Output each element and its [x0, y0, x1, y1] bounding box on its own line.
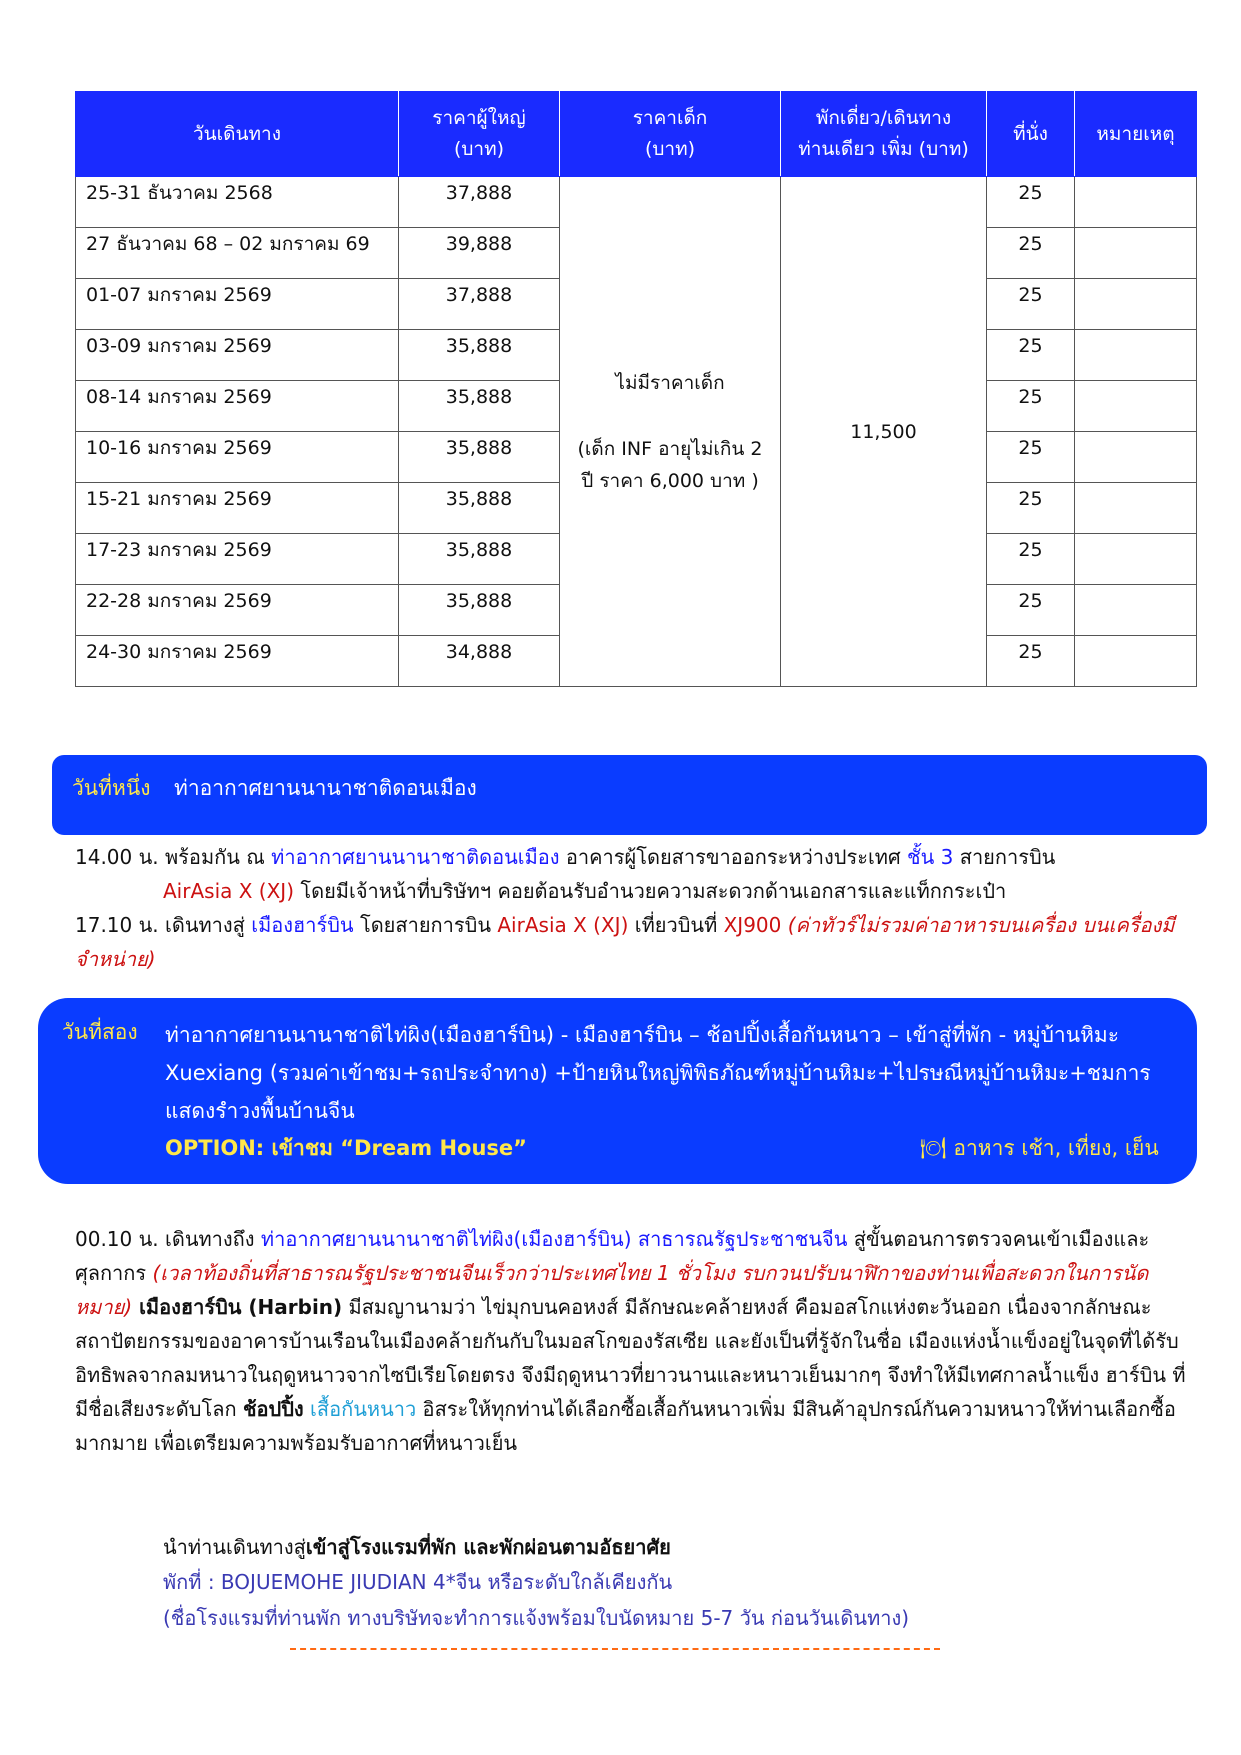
day1-meeting-paragraph-2: AirAsia X (XJ) โดยมีเจ้าหน้าที่บริษัทฯ คอยต้อนรับอำนวยความสะดวกด้านเอกสารและแท็กกระเป๋า — [163, 879, 1007, 903]
hotel-line-1: นำท่านเดินทางสู่เข้าสู่โรงแรมที่พัก และพักผ่อนตามอัธยาศัย — [163, 1535, 671, 1559]
row-date: 24-30 มกราคม 2569 — [76, 636, 399, 687]
table-header-row — [76, 92, 1197, 177]
day1-title: ท่าอากาศยานนานาชาติดอนเมือง — [174, 776, 477, 800]
row-note — [1075, 636, 1197, 687]
header-date: วันเดินทาง — [76, 92, 399, 177]
row-note — [1075, 228, 1197, 279]
day1-flight-paragraph: 17.10 น. เดินทางสู่ เมืองฮาร์บิน โดยสายการบิน AirAsia X (XJ) เที่ยวบินที่ XJ900 (ค่าทัวร์ไม่รวมค่าอาหารบนเครื่อง บนเครื่องมีจำหน่าย) — [75, 913, 1175, 971]
row-seats: 25 — [987, 483, 1075, 534]
day2-label: วันที่สอง — [62, 1020, 138, 1044]
row-note — [1075, 279, 1197, 330]
price-table — [75, 91, 1197, 687]
row-seats: 25 — [987, 585, 1075, 636]
row-seats: 25 — [987, 228, 1075, 279]
row-adult-price: 35,888 — [399, 483, 560, 534]
child-price-cell — [560, 177, 781, 687]
row-date: 25-31 ธันวาคม 2568 — [76, 177, 399, 228]
hotel-line-2: พักที่ : BOJUEMOHE JIUDIAN 4*จีน หรือระดับใกล้เคียงกัน — [163, 1570, 673, 1594]
row-adult-price: 35,888 — [399, 534, 560, 585]
header-note: หมายเหตุ — [1075, 92, 1197, 177]
row-note — [1075, 381, 1197, 432]
row-note — [1075, 330, 1197, 381]
row-seats: 25 — [987, 279, 1075, 330]
hotel-line-3: (ชื่อโรงแรมที่ท่านพัก ทางบริษัทจะทำการแจ้งพร้อมใบนัดหมาย 5-7 วัน ก่อนวันเดินทาง) — [163, 1606, 910, 1630]
plate-icon: 🍽 — [920, 1136, 947, 1160]
row-adult-price: 35,888 — [399, 330, 560, 381]
child-price-none: ไม่มีราคาเด็ก — [615, 371, 725, 394]
day2-title: ท่าอากาศยานนานาชาติไท่ผิง(เมืองฮาร์บิน) - เมืองฮาร์บิน – ช้อปปิ้งเสื้อกันหนาว – เข้าสู่ที่พัก - หมู่บ้านหิมะ Xuexiang (รวมค่าเข้าชม+รถประจำทาง) +ป้ายหินใหญ่พิพิธภัณฑ์หมู่บ้านหิมะ+ไปรษณีหมู่บ้านหิมะ+ชมการแสดงรำวงพื้นบ้านจีน — [165, 1023, 1151, 1123]
row-note — [1075, 534, 1197, 585]
header-single-supplement: พักเดี่ยว/เดินทาง ท่านเดียว เพิ่ม (บาท) — [781, 92, 987, 177]
header-seats: ที่นั่ง — [987, 92, 1075, 177]
day2-meals: 🍽 อาหาร เช้า, เที่ยง, เย็น — [920, 1136, 1159, 1160]
row-adult-price: 35,888 — [399, 585, 560, 636]
child-price-infant: (เด็ก INF อายุไม่เกิน 2 ปี ราคา 6,000 บาท ) — [577, 437, 763, 492]
row-date: 01-07 มกราคม 2569 — [76, 279, 399, 330]
day2-option: OPTION: เข้าชม “Dream House” — [165, 1136, 527, 1160]
row-adult-price: 34,888 — [399, 636, 560, 687]
day1-label: วันที่หนึ่ง — [72, 776, 151, 800]
day2-banner — [38, 998, 1197, 1184]
row-date: 03-09 มกราคม 2569 — [76, 330, 399, 381]
row-note — [1075, 432, 1197, 483]
row-date: 27 ธันวาคม 68 – 02 มกราคม 69 — [76, 228, 399, 279]
row-date: 17-23 มกราคม 2569 — [76, 534, 399, 585]
row-date: 15-21 มกราคม 2569 — [76, 483, 399, 534]
header-child-price: ราคาเด็ก (บาท) — [560, 92, 781, 177]
single-supplement-cell: 11,500 — [781, 177, 987, 687]
row-seats: 25 — [987, 432, 1075, 483]
row-seats: 25 — [987, 381, 1075, 432]
row-date: 22-28 มกราคม 2569 — [76, 585, 399, 636]
row-seats: 25 — [987, 534, 1075, 585]
arrival-paragraph: 00.10 น. เดินทางถึง ท่าอากาศยานนานาชาติไท่ผิง(เมืองฮาร์บิน) สาธารณรัฐประชาชนจีน สู่ขั้นตอนการตรวจคนเข้าเมืองและศุลกากร (เวลาท้องถิ่นที่สาธารณรัฐประชาชนจีนเร็วกว่าประเทศไทย 1 ชั่วโมง รบกวนปรับนาฬิกาของท่านเพื่อสะดวกในการนัดหมาย) เมืองฮาร์บิน (Harbin) มีสมญานามว่า ไข่มุกบนคอหงส์ มีลักษณะคล้ายหงส์ คือมอสโกแห่งตะวันออก เนื่องจากลักษณะสถาปัตยกรรมของอาคารบ้านเรือนในเมืองคล้ายกันกับในมอสโกของรัสเซีย และยังเป็นที่รู้จักในชื่อ เมืองแห่งน้ำแข็งอยู่ในจุดที่ได้รับอิทธิพลจากลมหนาวในฤดูหนาวจากไซบีเรียโดยตรง จึงมีฤดูหนาวที่ยาวนานและหนาวเย็นมากๆ จึงทำให้มีเทศกาลน้ำแข็ง ฮาร์บิน ที่มีชื่อเสียงระดับโลก ช้อปปิ้ง เสื้อกันหนาว อิสระให้ทุกท่านได้เลือกซื้อเสื้อกันหนาวเพิ่ม มีสินค้าอุปกรณ์กันความหนาวให้ท่านเลือกซื้อมากมาย เพื่อเตรียมความพร้อมรับอากาศที่หนาวเย็น — [75, 1227, 1186, 1455]
row-adult-price: 37,888 — [399, 177, 560, 228]
row-note — [1075, 483, 1197, 534]
header-adult-price: ราคาผู้ใหญ่ (บาท) — [399, 92, 560, 177]
section-divider — [290, 1648, 940, 1650]
row-note — [1075, 177, 1197, 228]
row-adult-price: 39,888 — [399, 228, 560, 279]
row-seats: 25 — [987, 636, 1075, 687]
row-adult-price: 37,888 — [399, 279, 560, 330]
day1-meeting-paragraph: 14.00 น. พร้อมกัน ณ ท่าอากาศยานนานาชาติดอนเมือง อาคารผู้โดยสารขาออกระหว่างประเทศ ชั้น 3 สายการบิน — [75, 845, 1056, 869]
row-adult-price: 35,888 — [399, 381, 560, 432]
table-row — [76, 177, 1197, 228]
day1-banner — [52, 755, 1207, 835]
row-seats: 25 — [987, 330, 1075, 381]
row-note — [1075, 585, 1197, 636]
row-date: 08-14 มกราคม 2569 — [76, 381, 399, 432]
row-date: 10-16 มกราคม 2569 — [76, 432, 399, 483]
airport-link: ท่าอากาศยานนานาชาติดอนเมือง — [271, 845, 560, 869]
row-adult-price: 35,888 — [399, 432, 560, 483]
row-seats: 25 — [987, 177, 1075, 228]
